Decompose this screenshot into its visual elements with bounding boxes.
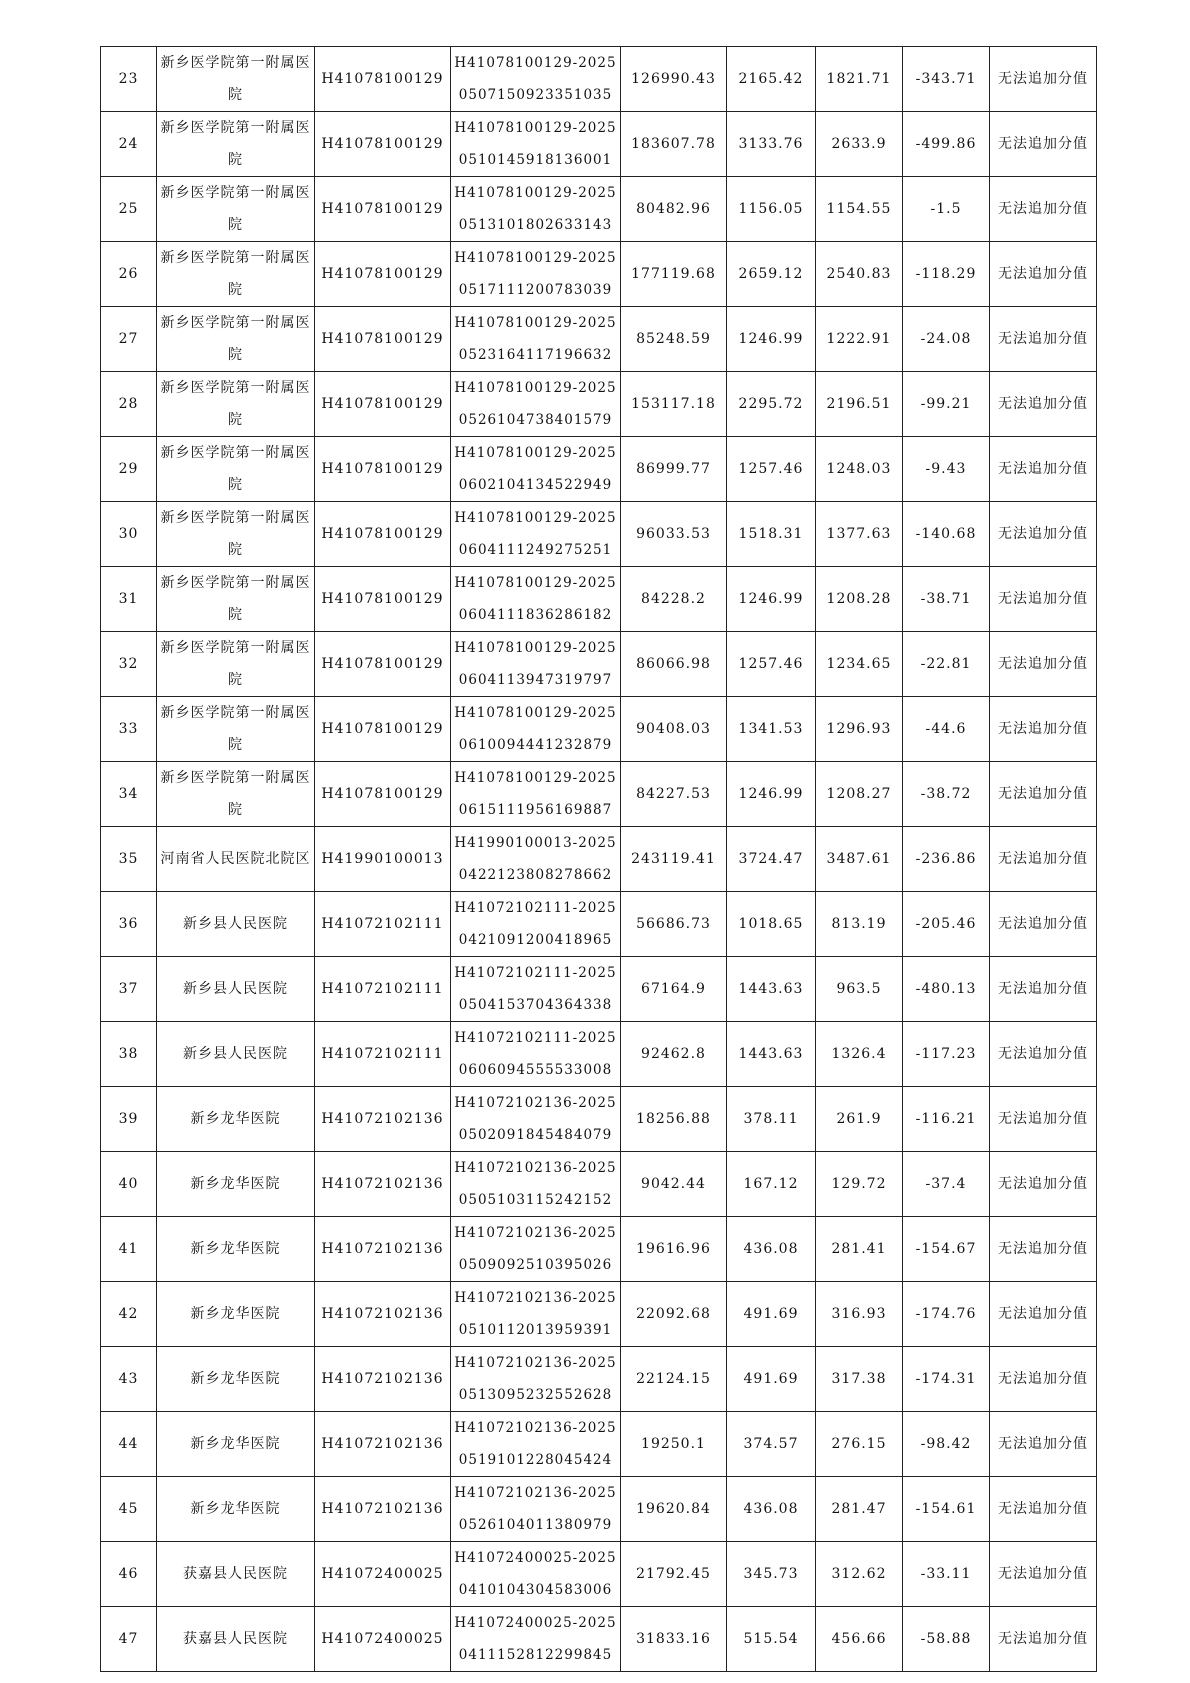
difference-cell: -24.08 xyxy=(903,307,990,372)
row-number-cell: 28 xyxy=(101,372,157,437)
value-b-cell: 316.93 xyxy=(816,1282,903,1347)
hospital-code-cell: H41078100129 xyxy=(315,372,451,437)
value-a-cell: 436.08 xyxy=(727,1217,816,1282)
amount-cell: 177119.68 xyxy=(621,242,727,307)
amount-cell: 96033.53 xyxy=(621,502,727,567)
record-id-cell: H41078100129-20250615111956169887 xyxy=(451,762,621,827)
table-row xyxy=(101,437,1097,502)
value-b-cell: 2196.51 xyxy=(816,372,903,437)
difference-cell: -22.81 xyxy=(903,632,990,697)
hospital-name-cell: 获嘉县人民医院 xyxy=(157,1607,315,1672)
amount-cell: 243119.41 xyxy=(621,827,727,892)
amount-cell: 21792.45 xyxy=(621,1542,727,1607)
table-row xyxy=(101,1477,1097,1542)
value-a-cell: 1443.63 xyxy=(727,957,816,1022)
record-id-cell: H41072400025-20250411152812299845 xyxy=(451,1607,621,1672)
value-a-cell: 1156.05 xyxy=(727,177,816,242)
hospital-code-cell: H41078100129 xyxy=(315,47,451,112)
record-id-cell: H41078100129-20250604111836286182 xyxy=(451,567,621,632)
record-id-cell: H41078100129-20250523164117196632 xyxy=(451,307,621,372)
value-a-cell: 1018.65 xyxy=(727,892,816,957)
value-b-cell: 312.62 xyxy=(816,1542,903,1607)
hospital-code-cell: H41072102111 xyxy=(315,1022,451,1087)
table-row xyxy=(101,242,1097,307)
note-cell: 无法追加分值 xyxy=(990,892,1097,957)
table-row xyxy=(101,827,1097,892)
hospital-name-cell: 新乡县人民医院 xyxy=(157,957,315,1022)
amount-cell: 22124.15 xyxy=(621,1347,727,1412)
value-a-cell: 1518.31 xyxy=(727,502,816,567)
value-b-cell: 261.9 xyxy=(816,1087,903,1152)
value-a-cell: 1341.53 xyxy=(727,697,816,762)
row-number-cell: 36 xyxy=(101,892,157,957)
table-row xyxy=(101,1152,1097,1217)
amount-cell: 86999.77 xyxy=(621,437,727,502)
value-b-cell: 3487.61 xyxy=(816,827,903,892)
difference-cell: -236.86 xyxy=(903,827,990,892)
difference-cell: -1.5 xyxy=(903,177,990,242)
hospital-code-cell: H41078100129 xyxy=(315,632,451,697)
hospital-name-cell: 新乡龙华医院 xyxy=(157,1412,315,1477)
record-id-cell: H41072102136-20250502091845484079 xyxy=(451,1087,621,1152)
amount-cell: 84227.53 xyxy=(621,762,727,827)
value-a-cell: 2659.12 xyxy=(727,242,816,307)
hospital-code-cell: H41072102136 xyxy=(315,1477,451,1542)
row-number-cell: 43 xyxy=(101,1347,157,1412)
value-a-cell: 1246.99 xyxy=(727,762,816,827)
value-a-cell: 1246.99 xyxy=(727,307,816,372)
hospital-name-cell: 新乡龙华医院 xyxy=(157,1477,315,1542)
table-row xyxy=(101,762,1097,827)
record-id-cell: H41078100129-20250517111200783039 xyxy=(451,242,621,307)
value-b-cell: 1208.27 xyxy=(816,762,903,827)
hospital-name-cell: 新乡医学院第一附属医院 xyxy=(157,697,315,762)
row-number-cell: 38 xyxy=(101,1022,157,1087)
value-b-cell: 1296.93 xyxy=(816,697,903,762)
table-body xyxy=(101,47,1097,1672)
hospital-code-cell: H41072102111 xyxy=(315,892,451,957)
hospital-name-cell: 新乡龙华医院 xyxy=(157,1217,315,1282)
hospital-code-cell: H41078100129 xyxy=(315,177,451,242)
value-b-cell: 456.66 xyxy=(816,1607,903,1672)
difference-cell: -499.86 xyxy=(903,112,990,177)
hospital-code-cell: H41990100013 xyxy=(315,827,451,892)
hospital-code-cell: H41078100129 xyxy=(315,567,451,632)
record-id-cell: H41072102136-20250526104011380979 xyxy=(451,1477,621,1542)
record-id-cell: H41072400025-20250410104304583006 xyxy=(451,1542,621,1607)
table-row xyxy=(101,1607,1097,1672)
hospital-name-cell: 新乡医学院第一附属医院 xyxy=(157,437,315,502)
row-number-cell: 40 xyxy=(101,1152,157,1217)
hospital-name-cell: 新乡医学院第一附属医院 xyxy=(157,762,315,827)
table-row xyxy=(101,112,1097,177)
value-b-cell: 1208.28 xyxy=(816,567,903,632)
difference-cell: -99.21 xyxy=(903,372,990,437)
value-b-cell: 1234.65 xyxy=(816,632,903,697)
difference-cell: -44.6 xyxy=(903,697,990,762)
note-cell: 无法追加分值 xyxy=(990,762,1097,827)
value-b-cell: 129.72 xyxy=(816,1152,903,1217)
value-b-cell: 963.5 xyxy=(816,957,903,1022)
hospital-name-cell: 新乡医学院第一附属医院 xyxy=(157,177,315,242)
row-number-cell: 29 xyxy=(101,437,157,502)
difference-cell: -38.71 xyxy=(903,567,990,632)
value-a-cell: 491.69 xyxy=(727,1282,816,1347)
record-id-cell: H41072102136-20250519101228045424 xyxy=(451,1412,621,1477)
row-number-cell: 26 xyxy=(101,242,157,307)
difference-cell: -33.11 xyxy=(903,1542,990,1607)
table-row xyxy=(101,47,1097,112)
table-row xyxy=(101,567,1097,632)
hospital-name-cell: 新乡县人民医院 xyxy=(157,1022,315,1087)
hospital-code-cell: H41072102136 xyxy=(315,1347,451,1412)
note-cell: 无法追加分值 xyxy=(990,1542,1097,1607)
difference-cell: -174.76 xyxy=(903,1282,990,1347)
hospital-code-cell: H41072102136 xyxy=(315,1152,451,1217)
row-number-cell: 42 xyxy=(101,1282,157,1347)
note-cell: 无法追加分值 xyxy=(990,242,1097,307)
table-row xyxy=(101,307,1097,372)
row-number-cell: 27 xyxy=(101,307,157,372)
amount-cell: 19250.1 xyxy=(621,1412,727,1477)
hospital-code-cell: H41072400025 xyxy=(315,1542,451,1607)
hospital-name-cell: 新乡龙华医院 xyxy=(157,1282,315,1347)
record-id-cell: H41078100129-20250602104134522949 xyxy=(451,437,621,502)
row-number-cell: 37 xyxy=(101,957,157,1022)
record-id-cell: H41078100129-20250604111249275251 xyxy=(451,502,621,567)
hospital-name-cell: 新乡龙华医院 xyxy=(157,1347,315,1412)
note-cell: 无法追加分值 xyxy=(990,437,1097,502)
row-number-cell: 31 xyxy=(101,567,157,632)
row-number-cell: 25 xyxy=(101,177,157,242)
table-row xyxy=(101,1217,1097,1282)
note-cell: 无法追加分值 xyxy=(990,1477,1097,1542)
note-cell: 无法追加分值 xyxy=(990,1217,1097,1282)
row-number-cell: 30 xyxy=(101,502,157,567)
difference-cell: -174.31 xyxy=(903,1347,990,1412)
hospital-code-cell: H41078100129 xyxy=(315,437,451,502)
table-row xyxy=(101,1412,1097,1477)
note-cell: 无法追加分值 xyxy=(990,1412,1097,1477)
data-table-container xyxy=(100,46,1096,1672)
note-cell: 无法追加分值 xyxy=(990,1022,1097,1087)
value-a-cell: 2295.72 xyxy=(727,372,816,437)
difference-cell: -38.72 xyxy=(903,762,990,827)
value-b-cell: 2540.83 xyxy=(816,242,903,307)
value-b-cell: 1222.91 xyxy=(816,307,903,372)
row-number-cell: 35 xyxy=(101,827,157,892)
hospital-code-cell: H41078100129 xyxy=(315,502,451,567)
difference-cell: -205.46 xyxy=(903,892,990,957)
hospital-code-cell: H41078100129 xyxy=(315,307,451,372)
note-cell: 无法追加分值 xyxy=(990,697,1097,762)
difference-cell: -140.68 xyxy=(903,502,990,567)
amount-cell: 19616.96 xyxy=(621,1217,727,1282)
hospital-name-cell: 新乡医学院第一附属医院 xyxy=(157,372,315,437)
record-id-cell: H41072102111-20250606094555533008 xyxy=(451,1022,621,1087)
record-id-cell: H41078100129-20250510145918136001 xyxy=(451,112,621,177)
note-cell: 无法追加分值 xyxy=(990,307,1097,372)
difference-cell: -118.29 xyxy=(903,242,990,307)
row-number-cell: 24 xyxy=(101,112,157,177)
amount-cell: 31833.16 xyxy=(621,1607,727,1672)
value-a-cell: 436.08 xyxy=(727,1477,816,1542)
table-row xyxy=(101,892,1097,957)
value-a-cell: 3724.47 xyxy=(727,827,816,892)
record-id-cell: H41078100129-20250526104738401579 xyxy=(451,372,621,437)
value-a-cell: 345.73 xyxy=(727,1542,816,1607)
value-a-cell: 2165.42 xyxy=(727,47,816,112)
hospital-name-cell: 新乡医学院第一附属医院 xyxy=(157,307,315,372)
table-row xyxy=(101,1347,1097,1412)
hospital-name-cell: 新乡县人民医院 xyxy=(157,892,315,957)
value-b-cell: 317.38 xyxy=(816,1347,903,1412)
hospital-name-cell: 新乡医学院第一附属医院 xyxy=(157,112,315,177)
table-row xyxy=(101,1087,1097,1152)
hospital-name-cell: 获嘉县人民医院 xyxy=(157,1542,315,1607)
difference-cell: -154.67 xyxy=(903,1217,990,1282)
difference-cell: -98.42 xyxy=(903,1412,990,1477)
hospital-code-cell: H41072102111 xyxy=(315,957,451,1022)
note-cell: 无法追加分值 xyxy=(990,957,1097,1022)
note-cell: 无法追加分值 xyxy=(990,1087,1097,1152)
hospital-code-cell: H41078100129 xyxy=(315,697,451,762)
hospital-name-cell: 新乡龙华医院 xyxy=(157,1087,315,1152)
difference-cell: -58.88 xyxy=(903,1607,990,1672)
record-id-cell: H41078100129-20250513101802633143 xyxy=(451,177,621,242)
difference-cell: -37.4 xyxy=(903,1152,990,1217)
value-b-cell: 281.47 xyxy=(816,1477,903,1542)
record-id-cell: H41072102136-20250509092510395026 xyxy=(451,1217,621,1282)
row-number-cell: 34 xyxy=(101,762,157,827)
row-number-cell: 23 xyxy=(101,47,157,112)
row-number-cell: 46 xyxy=(101,1542,157,1607)
note-cell: 无法追加分值 xyxy=(990,1607,1097,1672)
row-number-cell: 32 xyxy=(101,632,157,697)
value-a-cell: 515.54 xyxy=(727,1607,816,1672)
amount-cell: 9042.44 xyxy=(621,1152,727,1217)
note-cell: 无法追加分值 xyxy=(990,47,1097,112)
value-a-cell: 1257.46 xyxy=(727,437,816,502)
hospital-code-cell: H41072102136 xyxy=(315,1282,451,1347)
hospital-name-cell: 新乡医学院第一附属医院 xyxy=(157,47,315,112)
note-cell: 无法追加分值 xyxy=(990,372,1097,437)
hospital-code-cell: H41072102136 xyxy=(315,1412,451,1477)
amount-cell: 80482.96 xyxy=(621,177,727,242)
amount-cell: 85248.59 xyxy=(621,307,727,372)
value-b-cell: 813.19 xyxy=(816,892,903,957)
amount-cell: 19620.84 xyxy=(621,1477,727,1542)
hospital-records-table xyxy=(100,46,1097,1672)
amount-cell: 153117.18 xyxy=(621,372,727,437)
value-a-cell: 1443.63 xyxy=(727,1022,816,1087)
hospital-name-cell: 新乡医学院第一附属医院 xyxy=(157,567,315,632)
amount-cell: 18256.88 xyxy=(621,1087,727,1152)
table-row xyxy=(101,697,1097,762)
note-cell: 无法追加分值 xyxy=(990,567,1097,632)
hospital-code-cell: H41078100129 xyxy=(315,112,451,177)
table-row xyxy=(101,372,1097,437)
table-row xyxy=(101,177,1097,242)
record-id-cell: H41072102136-20250510112013959391 xyxy=(451,1282,621,1347)
difference-cell: -343.71 xyxy=(903,47,990,112)
value-b-cell: 1326.4 xyxy=(816,1022,903,1087)
hospital-code-cell: H41078100129 xyxy=(315,762,451,827)
note-cell: 无法追加分值 xyxy=(990,827,1097,892)
amount-cell: 22092.68 xyxy=(621,1282,727,1347)
record-id-cell: H41078100129-20250507150923351035 xyxy=(451,47,621,112)
amount-cell: 86066.98 xyxy=(621,632,727,697)
value-b-cell: 2633.9 xyxy=(816,112,903,177)
note-cell: 无法追加分值 xyxy=(990,1347,1097,1412)
hospital-name-cell: 新乡医学院第一附属医院 xyxy=(157,632,315,697)
hospital-name-cell: 新乡龙华医院 xyxy=(157,1152,315,1217)
record-id-cell: H41072102111-20250421091200418965 xyxy=(451,892,621,957)
note-cell: 无法追加分值 xyxy=(990,177,1097,242)
hospital-name-cell: 新乡医学院第一附属医院 xyxy=(157,502,315,567)
record-id-cell: H41072102111-20250504153704364338 xyxy=(451,957,621,1022)
row-number-cell: 45 xyxy=(101,1477,157,1542)
amount-cell: 126990.43 xyxy=(621,47,727,112)
note-cell: 无法追加分值 xyxy=(990,1282,1097,1347)
difference-cell: -117.23 xyxy=(903,1022,990,1087)
value-a-cell: 378.11 xyxy=(727,1087,816,1152)
record-id-cell: H41990100013-20250422123808278662 xyxy=(451,827,621,892)
note-cell: 无法追加分值 xyxy=(990,1152,1097,1217)
value-b-cell: 1377.63 xyxy=(816,502,903,567)
note-cell: 无法追加分值 xyxy=(990,112,1097,177)
amount-cell: 90408.03 xyxy=(621,697,727,762)
value-b-cell: 1248.03 xyxy=(816,437,903,502)
amount-cell: 67164.9 xyxy=(621,957,727,1022)
difference-cell: -116.21 xyxy=(903,1087,990,1152)
note-cell: 无法追加分值 xyxy=(990,502,1097,567)
difference-cell: -154.61 xyxy=(903,1477,990,1542)
table-row xyxy=(101,502,1097,567)
record-id-cell: H41078100129-20250610094441232879 xyxy=(451,697,621,762)
hospital-code-cell: H41072102136 xyxy=(315,1217,451,1282)
record-id-cell: H41072102136-20250513095232552628 xyxy=(451,1347,621,1412)
value-b-cell: 276.15 xyxy=(816,1412,903,1477)
note-cell: 无法追加分值 xyxy=(990,632,1097,697)
hospital-code-cell: H41072400025 xyxy=(315,1607,451,1672)
table-row xyxy=(101,632,1097,697)
value-a-cell: 167.12 xyxy=(727,1152,816,1217)
row-number-cell: 33 xyxy=(101,697,157,762)
row-number-cell: 41 xyxy=(101,1217,157,1282)
value-a-cell: 1246.99 xyxy=(727,567,816,632)
value-b-cell: 1154.55 xyxy=(816,177,903,242)
record-id-cell: H41072102136-20250505103115242152 xyxy=(451,1152,621,1217)
value-a-cell: 491.69 xyxy=(727,1347,816,1412)
value-b-cell: 281.41 xyxy=(816,1217,903,1282)
record-id-cell: H41078100129-20250604113947319797 xyxy=(451,632,621,697)
amount-cell: 92462.8 xyxy=(621,1022,727,1087)
amount-cell: 56686.73 xyxy=(621,892,727,957)
difference-cell: -480.13 xyxy=(903,957,990,1022)
amount-cell: 183607.78 xyxy=(621,112,727,177)
table-row xyxy=(101,1022,1097,1087)
table-row xyxy=(101,957,1097,1022)
value-a-cell: 1257.46 xyxy=(727,632,816,697)
amount-cell: 84228.2 xyxy=(621,567,727,632)
difference-cell: -9.43 xyxy=(903,437,990,502)
table-row xyxy=(101,1282,1097,1347)
hospital-code-cell: H41072102136 xyxy=(315,1087,451,1152)
value-a-cell: 374.57 xyxy=(727,1412,816,1477)
hospital-name-cell: 河南省人民医院北院区 xyxy=(157,827,315,892)
value-a-cell: 3133.76 xyxy=(727,112,816,177)
row-number-cell: 39 xyxy=(101,1087,157,1152)
hospital-name-cell: 新乡医学院第一附属医院 xyxy=(157,242,315,307)
table-row xyxy=(101,1542,1097,1607)
value-b-cell: 1821.71 xyxy=(816,47,903,112)
row-number-cell: 47 xyxy=(101,1607,157,1672)
row-number-cell: 44 xyxy=(101,1412,157,1477)
hospital-code-cell: H41078100129 xyxy=(315,242,451,307)
